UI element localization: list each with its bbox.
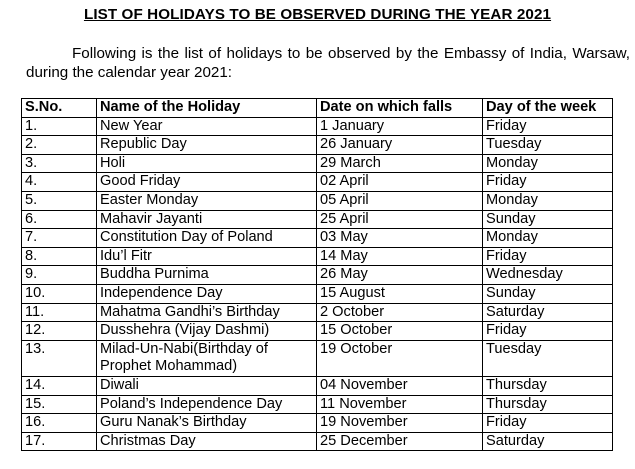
cell-sno: 1.	[22, 117, 97, 136]
cell-holiday-name: New Year	[97, 117, 317, 136]
cell-date: 1 January	[317, 117, 483, 136]
table-row	[22, 303, 613, 322]
cell-day: Saturday	[483, 432, 613, 451]
cell-sno: 4.	[22, 173, 97, 192]
table-row	[22, 376, 613, 395]
holidays-table	[21, 98, 613, 451]
cell-holiday-name: Good Friday	[97, 173, 317, 192]
cell-holiday-name: Idu’l Fitr	[97, 247, 317, 266]
cell-sno: 8.	[22, 247, 97, 266]
cell-holiday-name: Republic Day	[97, 136, 317, 155]
table-row	[22, 414, 613, 433]
cell-sno: 3.	[22, 154, 97, 173]
table-row	[22, 432, 613, 451]
intro-paragraph: Following is the list of holidays to be observed by the Embassy of India, Warsaw, during the calendar year 2021:	[26, 45, 630, 81]
header-sno: S.No.	[22, 99, 97, 118]
cell-day: Thursday	[483, 395, 613, 414]
cell-holiday-name: Easter Monday	[97, 191, 317, 210]
cell-day: Friday	[483, 414, 613, 433]
header-holiday-name: Name of the Holiday	[97, 99, 317, 118]
cell-day: Sunday	[483, 210, 613, 229]
cell-holiday-name: Christmas Day	[97, 432, 317, 451]
cell-sno: 13.	[22, 340, 97, 376]
cell-day: Tuesday	[483, 340, 613, 376]
cell-date: 2 October	[317, 303, 483, 322]
cell-day: Tuesday	[483, 136, 613, 155]
cell-date: 02 April	[317, 173, 483, 192]
table-row	[22, 173, 613, 192]
cell-holiday-name: Mahatma Gandhi’s Birthday	[97, 303, 317, 322]
cell-sno: 5.	[22, 191, 97, 210]
table-row	[22, 395, 613, 414]
cell-sno: 2.	[22, 136, 97, 155]
table-row	[22, 117, 613, 136]
cell-date: 15 October	[317, 322, 483, 341]
cell-day: Monday	[483, 229, 613, 248]
table-row	[22, 322, 613, 341]
cell-sno: 17.	[22, 432, 97, 451]
table-row	[22, 340, 613, 376]
cell-holiday-name: Diwali	[97, 376, 317, 395]
cell-date: 25 December	[317, 432, 483, 451]
cell-holiday-name: Independence Day	[97, 284, 317, 303]
cell-holiday-name: Milad-Un-Nabi(Birthday of Prophet Mohammad)	[97, 340, 317, 376]
cell-date: 15 August	[317, 284, 483, 303]
cell-date: 11 November	[317, 395, 483, 414]
table-row	[22, 136, 613, 155]
cell-holiday-name: Mahavir Jayanti	[97, 210, 317, 229]
table-row	[22, 284, 613, 303]
cell-sno: 6.	[22, 210, 97, 229]
table-body	[22, 117, 613, 451]
cell-sno: 10.	[22, 284, 97, 303]
cell-date: 19 October	[317, 340, 483, 376]
cell-date: 19 November	[317, 414, 483, 433]
cell-sno: 11.	[22, 303, 97, 322]
cell-date: 14 May	[317, 247, 483, 266]
cell-day: Wednesday	[483, 266, 613, 285]
cell-day: Friday	[483, 247, 613, 266]
header-day: Day of the week	[483, 99, 613, 118]
cell-date: 05 April	[317, 191, 483, 210]
cell-holiday-name: Constitution Day of Poland	[97, 229, 317, 248]
cell-sno: 12.	[22, 322, 97, 341]
cell-day: Friday	[483, 322, 613, 341]
cell-day: Friday	[483, 117, 613, 136]
cell-sno: 7.	[22, 229, 97, 248]
cell-holiday-name: Poland’s Independence Day	[97, 395, 317, 414]
cell-sno: 9.	[22, 266, 97, 285]
cell-day: Monday	[483, 191, 613, 210]
table-row	[22, 229, 613, 248]
table-header-row	[22, 99, 613, 118]
cell-day: Sunday	[483, 284, 613, 303]
table-row	[22, 210, 613, 229]
cell-date: 25 April	[317, 210, 483, 229]
cell-day: Thursday	[483, 376, 613, 395]
cell-day: Saturday	[483, 303, 613, 322]
cell-day: Friday	[483, 173, 613, 192]
cell-date: 04 November	[317, 376, 483, 395]
cell-date: 26 January	[317, 136, 483, 155]
cell-day: Monday	[483, 154, 613, 173]
cell-sno: 14.	[22, 376, 97, 395]
cell-date: 26 May	[317, 266, 483, 285]
header-date: Date on which falls	[317, 99, 483, 118]
cell-date: 03 May	[317, 229, 483, 248]
table-row	[22, 266, 613, 285]
cell-holiday-name: Guru Nanak’s Birthday	[97, 414, 317, 433]
cell-holiday-name: Buddha Purnima	[97, 266, 317, 285]
cell-holiday-name: Holi	[97, 154, 317, 173]
cell-sno: 16.	[22, 414, 97, 433]
document-title: LIST OF HOLIDAYS TO BE OBSERVED DURING THE YEAR 2021	[83, 6, 552, 23]
cell-date: 29 March	[317, 154, 483, 173]
table-row	[22, 154, 613, 173]
cell-sno: 15.	[22, 395, 97, 414]
table-row	[22, 191, 613, 210]
table-row	[22, 247, 613, 266]
cell-holiday-name: Dusshehra (Vijay Dashmi)	[97, 322, 317, 341]
